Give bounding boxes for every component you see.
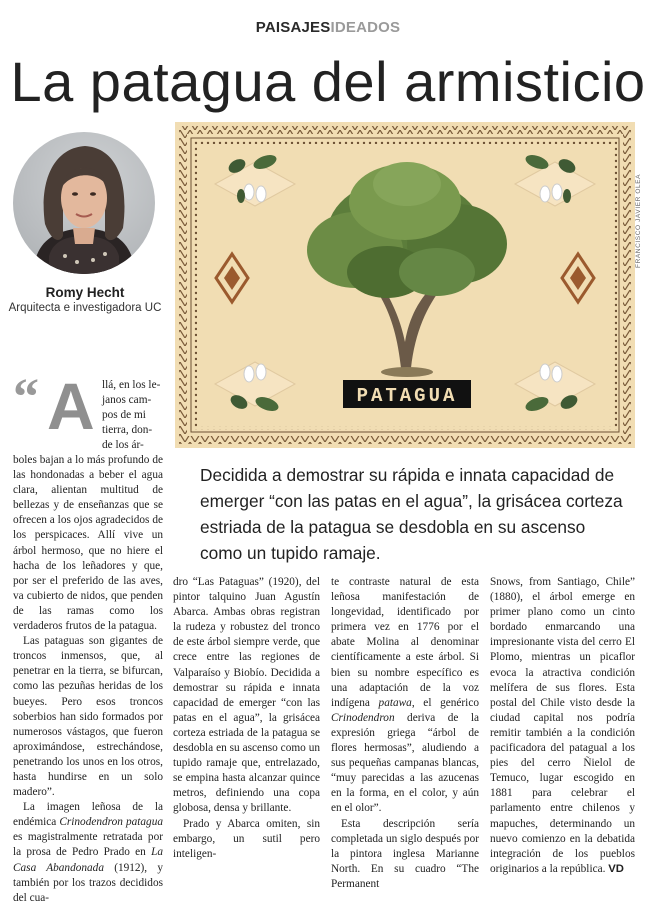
col3-p1-text: , el genérico xyxy=(411,696,479,709)
col1-paragraph-3 xyxy=(13,800,163,906)
col2-paragraph-1: dro “Las Pataguas” (1920), del pintor talquino Juan Agustín Abarca. Ambas obras registran la rudeza y robustez del tronco de este árbol siempre verde, que crece entre las regiones de Valparaíso y Biobío. Decidida a demostrar su rápida e innata capacidad de emerger “con las patas en el agua”, la grisácea corteza estriada de la patagua se desdobla en su ascenso como un tupido ramaje que, entrelazado, se empina hasta alcanzar quince metros, definiendo una copa globosa, densa y brillante. xyxy=(173,576,320,815)
col4-p1-text: Snows, from Santiago, Chile” (1880), el árbol emerge en primer plano como un cinto bordado enmarcando una impresionante vista del cerro El Plomo, mientras un picaflor evoca la atractiva condición melífera de sus flores. Esta postal del Chile visto desde la ciudad capital nos podría remitir también a la condición pacificadora del patagual a los pies del cerro Ñielol de Temuco, lugar escogido en 1881 para celebrar el parlamento entre chilenos y mapuches, determinando un nuevo comienzo en la debatida integración de los pueblos originarios a la república. xyxy=(490,576,635,875)
col4-paragraph-1 xyxy=(490,575,635,877)
col3-p1-term: patawa xyxy=(378,696,412,709)
author-photo xyxy=(13,132,155,274)
illustration-credit: FRANCISCO JAVIER OLEA xyxy=(635,173,642,268)
col1-p3-book-title: La Casa Abandonada xyxy=(13,846,163,874)
lead-line: janos cam- xyxy=(102,394,152,407)
col3-p1-text: te contraste natural de esta leñosa manifestación de longevidad, identificado por primera vez en 1776 por el abate Molina al denominar científicamente a este árbol. Si bien su nombre específico es una adaptación de la voz indígena xyxy=(331,576,479,709)
col1-p3-text: La imagen leñosa de la endémica xyxy=(13,801,163,829)
author-role: Arquitecta e investigadora UC xyxy=(8,302,162,314)
col1-p3-text: es magistralmente retratada por la prosa de Pedro Prado en xyxy=(13,831,163,859)
lead-lines xyxy=(102,378,162,453)
section-kicker xyxy=(0,19,656,36)
opening-quote-mark: “ xyxy=(13,369,39,426)
article-deck: Decidida a demostrar su rápida e innata capacidad de emerger “con las patas en el agua”, la grisácea corteza estriada de la patagua se desdobla en su ascenso como un tupido ramaje. xyxy=(200,465,623,563)
col1-paragraph-2: Las pataguas son gigantes de troncos inmensos, que, al penetrar en la tierra, se bifurcan, como las pezuñas heridas de los bueyes. Pero esos troncos soberbios han sido formados por numerosos vástagos, que fueron aproximándose, estrechándose, penetrando los unos en los otros, hasta hundirse en un solo madero”. xyxy=(13,635,163,799)
article-column-4 xyxy=(490,575,635,877)
lead-line: pos de mi xyxy=(102,409,146,422)
patagua-illustration xyxy=(175,122,635,448)
tree-label: PATAGUA xyxy=(356,385,458,407)
col3-p1-genus: Crinodendron xyxy=(331,711,395,724)
col1-p3-species: Crinodendron patagua xyxy=(59,816,163,829)
lead-line: tierra, don- xyxy=(102,424,153,437)
drop-cap: A xyxy=(47,369,95,443)
article-column-2 xyxy=(173,575,320,862)
headline: La patagua del armisticio xyxy=(10,50,646,113)
col1-p3-text: (1912), y también por los trazos decididos del cua- xyxy=(13,861,163,904)
col2-paragraph-2: Prado y Abarca omiten, sin embargo, un sutil pero inteligen- xyxy=(173,817,320,860)
lead-line: de los ár- xyxy=(102,439,144,452)
author-name: Romy Hecht xyxy=(45,285,125,300)
col3-paragraph-1 xyxy=(331,575,479,817)
section-kicker-part1: PAISAJES xyxy=(255,19,331,36)
lead-line: llá, en los le- xyxy=(102,379,161,391)
end-mark: VD xyxy=(608,862,624,875)
author-byline xyxy=(0,285,170,314)
portrait-illustration xyxy=(13,132,155,274)
article-column-3 xyxy=(331,575,479,892)
illustration-canvas xyxy=(175,122,635,448)
col1-paragraph-1: boles bajan a lo más profundo de las hondonadas a beber el agua clara, alientan multitud de bellezas y de enseñanzas que se ofrecen a los ojos agradecidos de los perspicaces. Allí vive un árbol hermoso, que no hiere el hacha de los leñadores y que, por ser el preferido de las aves, va cubierto de nidos, que penden de las ramas como los verdaderos frutos de la patagua. xyxy=(13,454,163,633)
col3-p1-text: deriva de la expresión griega “árbol de flores hermosas”, aludiendo a sus pequeñas campanas blancas, “muy parecidas a las azucenas en la forma, en el color, y aún en el olor”. xyxy=(331,711,479,815)
article-column-1 xyxy=(13,453,163,906)
col3-paragraph-2: Esta descripción sería completada un siglo después por la pintora inglesa Marianne North. En su cuadro “The Permanent xyxy=(331,817,479,890)
section-kicker-part2: IDEADOS xyxy=(330,19,401,36)
